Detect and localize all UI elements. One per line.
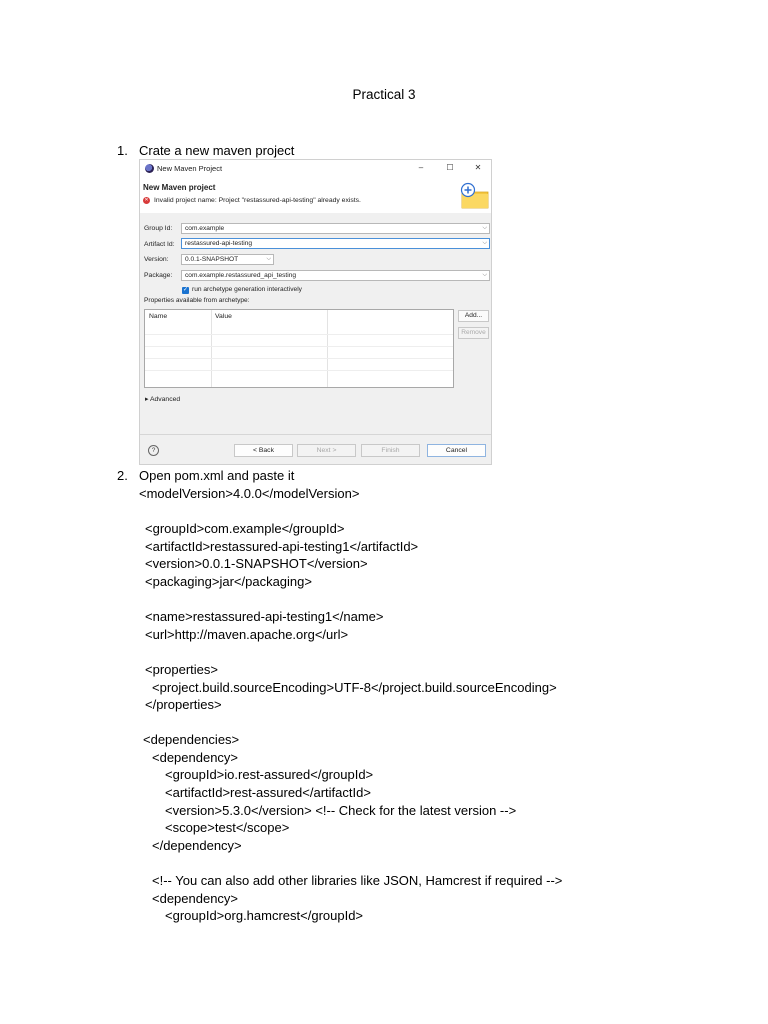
page-title: Practical 3 bbox=[352, 87, 416, 102]
advanced-toggle[interactable] bbox=[145, 395, 180, 403]
version-value: 0.0.1-SNAPSHOT bbox=[185, 256, 239, 263]
remove-button[interactable]: Remove bbox=[458, 327, 489, 339]
step-text: Open pom.xml and paste it bbox=[139, 468, 295, 483]
chevron-right-icon: ▸ bbox=[145, 396, 150, 403]
row-divider bbox=[145, 370, 453, 371]
code-line: <scope>test</scope> bbox=[165, 820, 290, 835]
help-icon[interactable]: ? bbox=[148, 445, 159, 456]
group-id-value: com.example bbox=[185, 225, 225, 232]
column-divider bbox=[211, 310, 212, 387]
version-combo[interactable] bbox=[181, 254, 274, 265]
code-line: <project.build.sourceEncoding>UTF-8</project.build.sourceEncoding> bbox=[152, 680, 557, 695]
footer-divider bbox=[140, 434, 491, 435]
code-line: <artifactId>rest-assured</artifactId> bbox=[165, 785, 371, 800]
version-label: Version: bbox=[144, 256, 169, 263]
add-button[interactable]: Add... bbox=[458, 310, 489, 322]
row-divider bbox=[145, 358, 453, 359]
row-divider bbox=[145, 334, 453, 335]
code-line: <dependencies> bbox=[143, 732, 240, 747]
step-number: 2. bbox=[117, 468, 128, 483]
code-line: <version>5.3.0</version> <!-- Check for the latest version --> bbox=[165, 803, 517, 818]
code-line: <groupId>io.rest-assured</groupId> bbox=[165, 767, 374, 782]
code-line: <artifactId>restassured-api-testing1</artifactId> bbox=[145, 539, 419, 554]
package-value: com.example.restassured_api_testing bbox=[185, 272, 297, 279]
table-header-value: Value bbox=[215, 313, 232, 320]
eclipse-icon bbox=[145, 164, 154, 173]
error-message: Invalid project name: Project "restassured-api-testing" already exists. bbox=[154, 197, 361, 204]
code-line: </properties> bbox=[145, 697, 222, 712]
group-id-label: Group Id: bbox=[144, 225, 173, 232]
dialog-heading: New Maven project bbox=[143, 183, 216, 192]
chevron-down-icon: ⌵ bbox=[482, 225, 487, 231]
group-id-combo[interactable] bbox=[181, 223, 490, 234]
code-line: <packaging>jar</packaging> bbox=[145, 574, 312, 589]
code-line: <dependency> bbox=[152, 750, 239, 765]
dialog-titlebar bbox=[140, 160, 491, 177]
error-icon: ✕ bbox=[144, 197, 149, 203]
artifact-id-combo[interactable] bbox=[181, 238, 490, 249]
code-line: <modelVersion>4.0.0</modelVersion> bbox=[139, 486, 360, 501]
code-line: <dependency> bbox=[152, 891, 239, 906]
next-button[interactable]: Next > bbox=[297, 444, 356, 457]
code-line: <groupId>org.hamcrest</groupId> bbox=[165, 908, 364, 923]
artifact-id-label: Artifact Id: bbox=[144, 241, 175, 248]
step-2 bbox=[117, 468, 294, 483]
back-button[interactable]: < Back bbox=[234, 444, 293, 457]
chevron-down-icon: ⌵ bbox=[266, 256, 271, 262]
step-1 bbox=[117, 143, 294, 158]
step-text: Crate a new maven project bbox=[139, 143, 295, 158]
cancel-button[interactable]: Cancel bbox=[427, 444, 486, 457]
dialog-window-title: New Maven Project bbox=[157, 164, 223, 173]
code-line: </dependency> bbox=[152, 838, 242, 853]
close-button[interactable]: ✕ bbox=[474, 163, 482, 172]
code-line: <properties> bbox=[145, 662, 218, 677]
new-folder-icon bbox=[458, 181, 490, 209]
advanced-label: Advanced bbox=[149, 396, 181, 403]
code-line: <groupId>com.example</groupId> bbox=[145, 521, 345, 536]
chevron-down-icon: ⌵ bbox=[482, 272, 487, 278]
table-header-name: Name bbox=[149, 313, 168, 320]
code-line: <version>0.0.1-SNAPSHOT</version> bbox=[145, 556, 368, 571]
row-divider bbox=[145, 346, 453, 347]
finish-button[interactable]: Finish bbox=[361, 444, 420, 457]
properties-table[interactable] bbox=[144, 309, 454, 388]
archetype-checkbox-label: run archetype generation interactively bbox=[192, 286, 302, 293]
maximize-button[interactable]: ☐ bbox=[446, 163, 454, 172]
code-line: <url>http://maven.apache.org</url> bbox=[145, 627, 349, 642]
package-label: Package: bbox=[144, 272, 173, 279]
step-number: 1. bbox=[117, 143, 128, 158]
chevron-down-icon: ⌵ bbox=[482, 240, 487, 246]
package-combo[interactable] bbox=[181, 270, 490, 281]
dialog-header bbox=[140, 177, 491, 213]
minimize-button[interactable]: – bbox=[418, 163, 424, 172]
artifact-id-value: restassured-api-testing bbox=[185, 240, 253, 247]
column-divider bbox=[327, 310, 328, 387]
code-line: <!-- You can also add other libraries like JSON, Hamcrest if required --> bbox=[152, 873, 563, 888]
code-line: <name>restassured-api-testing1</name> bbox=[145, 609, 384, 624]
archetype-checkbox[interactable]: ✓ bbox=[182, 287, 189, 293]
new-maven-project-dialog bbox=[139, 159, 492, 465]
properties-label: Properties available from archetype: bbox=[144, 297, 250, 304]
